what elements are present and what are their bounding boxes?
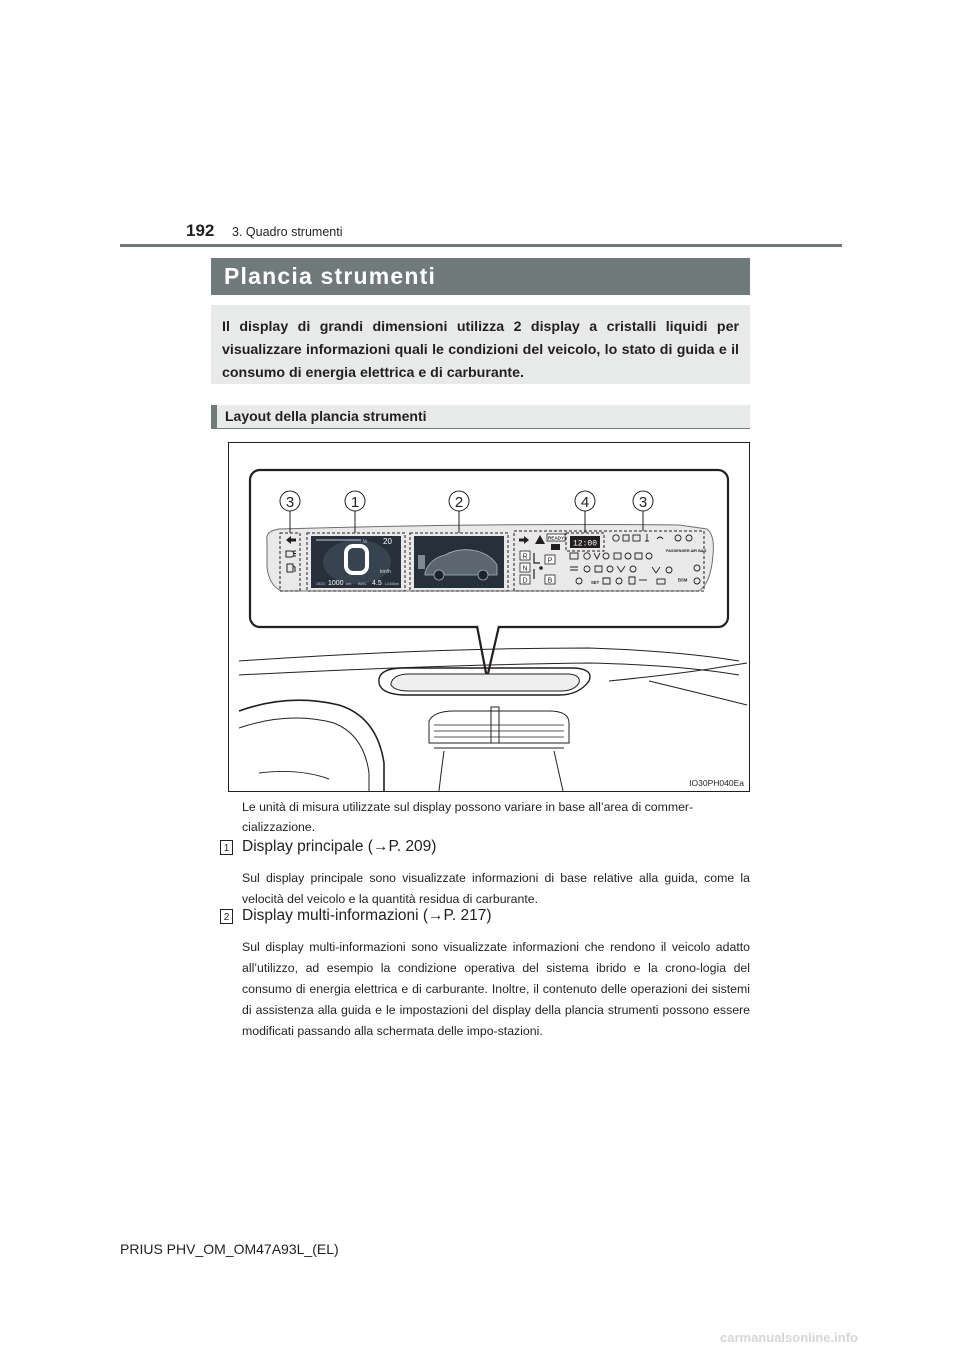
document-code: PRIUS PHV_OM_OM47A93L_(EL) <box>120 1241 339 1257</box>
section-title: Plancia strumenti <box>211 258 750 295</box>
lock-icon <box>551 544 560 550</box>
item-title: Display multi-informazioni (→P. 217) <box>242 907 492 924</box>
rear-wheel-icon <box>478 570 488 580</box>
callout-3-left-label: 3 <box>285 494 295 511</box>
figure-caption: Le unità di misura utilizzate sul display possono variare in base all’area di commer-cializzazione. <box>242 800 694 834</box>
list-item <box>220 907 750 1057</box>
item-body: Sul display principale sono visualizzate informazioni di base relative alla guida, come la velocità del veicolo e la quantità residua di carburante. <box>242 871 750 906</box>
callout-1-label: 1 <box>350 494 360 511</box>
figure-code: IO30PH040Ea <box>689 778 744 788</box>
bsm-label: BSM <box>678 577 688 583</box>
instrument-panel-figure <box>228 442 750 792</box>
temperature-readout: 20 <box>383 537 392 546</box>
svg-text:½: ½ <box>363 539 368 545</box>
front-wheel-icon <box>434 570 444 580</box>
callout-pointer <box>477 626 499 678</box>
watermark: carmanualsonline.info <box>720 1330 858 1345</box>
item-number-badge: 2 <box>220 909 233 924</box>
avg-label: AVG. <box>358 581 368 586</box>
section-intro: Il display di grandi dimensioni utilizza 2 display a cristalli liquidi per visualizzare informazioni quali le condizioni del veicolo, lo stato di guida e il consumo di energia elettrica e di carburante. <box>211 305 750 384</box>
item-body: Sul display multi-informazioni sono visualizzate informazioni che rendono il veicolo adatto all’utilizzo, ad esempio la condizione operativa del sistema ibrido e la crono-logia del consumo di energia elettrica e di carburante. Inoltre, il contenuto delle operazioni dei sistemi di assistenza alla guida e le impostazioni del display della plancia strumenti possono essere modificati passando alla schermata delle impo-stazioni. <box>242 940 750 1038</box>
shift-b-label: B <box>547 577 553 585</box>
display-lens <box>391 674 579 691</box>
item-title: Display principale (→P. 209) <box>242 838 437 855</box>
shift-p-label: P <box>547 557 553 565</box>
consumption-value: 4.5 <box>372 580 382 587</box>
list-item <box>220 838 750 906</box>
shift-n-label: N <box>522 565 528 573</box>
header-divider <box>120 244 842 247</box>
subsection-divider <box>211 428 750 429</box>
shift-d-label: D <box>522 577 528 585</box>
set-label: SET <box>591 580 600 585</box>
instrument-panel-illustration <box>229 443 749 791</box>
chapter-title: 3. Quadro strumenti <box>232 225 343 239</box>
shift-r-label: R <box>522 553 528 561</box>
ready-label: READY <box>547 535 565 541</box>
steering-wheel <box>239 700 384 791</box>
callout-3-right-label: 3 <box>638 494 648 511</box>
svg-text:ODO: ODO <box>316 581 326 586</box>
odometer-value: 1000 <box>328 580 344 587</box>
subsection-title: Layout della plancia strumenti <box>211 405 750 428</box>
clock-value: 12:00 <box>572 539 598 549</box>
odometer-unit: km <box>346 581 352 586</box>
battery-gauge-icon <box>418 555 425 569</box>
item-number-badge: 1 <box>220 840 233 855</box>
callout-2-label: 2 <box>454 494 464 511</box>
speed-unit: km/h <box>380 569 391 575</box>
passenger-airbag-label: PASSENGER AIR BAG <box>666 549 707 553</box>
page-number: 192 <box>186 221 215 240</box>
callout-4-label: 4 <box>580 494 590 511</box>
consumption-unit: L/100km <box>385 582 399 586</box>
dashboard-line-art <box>239 648 747 791</box>
